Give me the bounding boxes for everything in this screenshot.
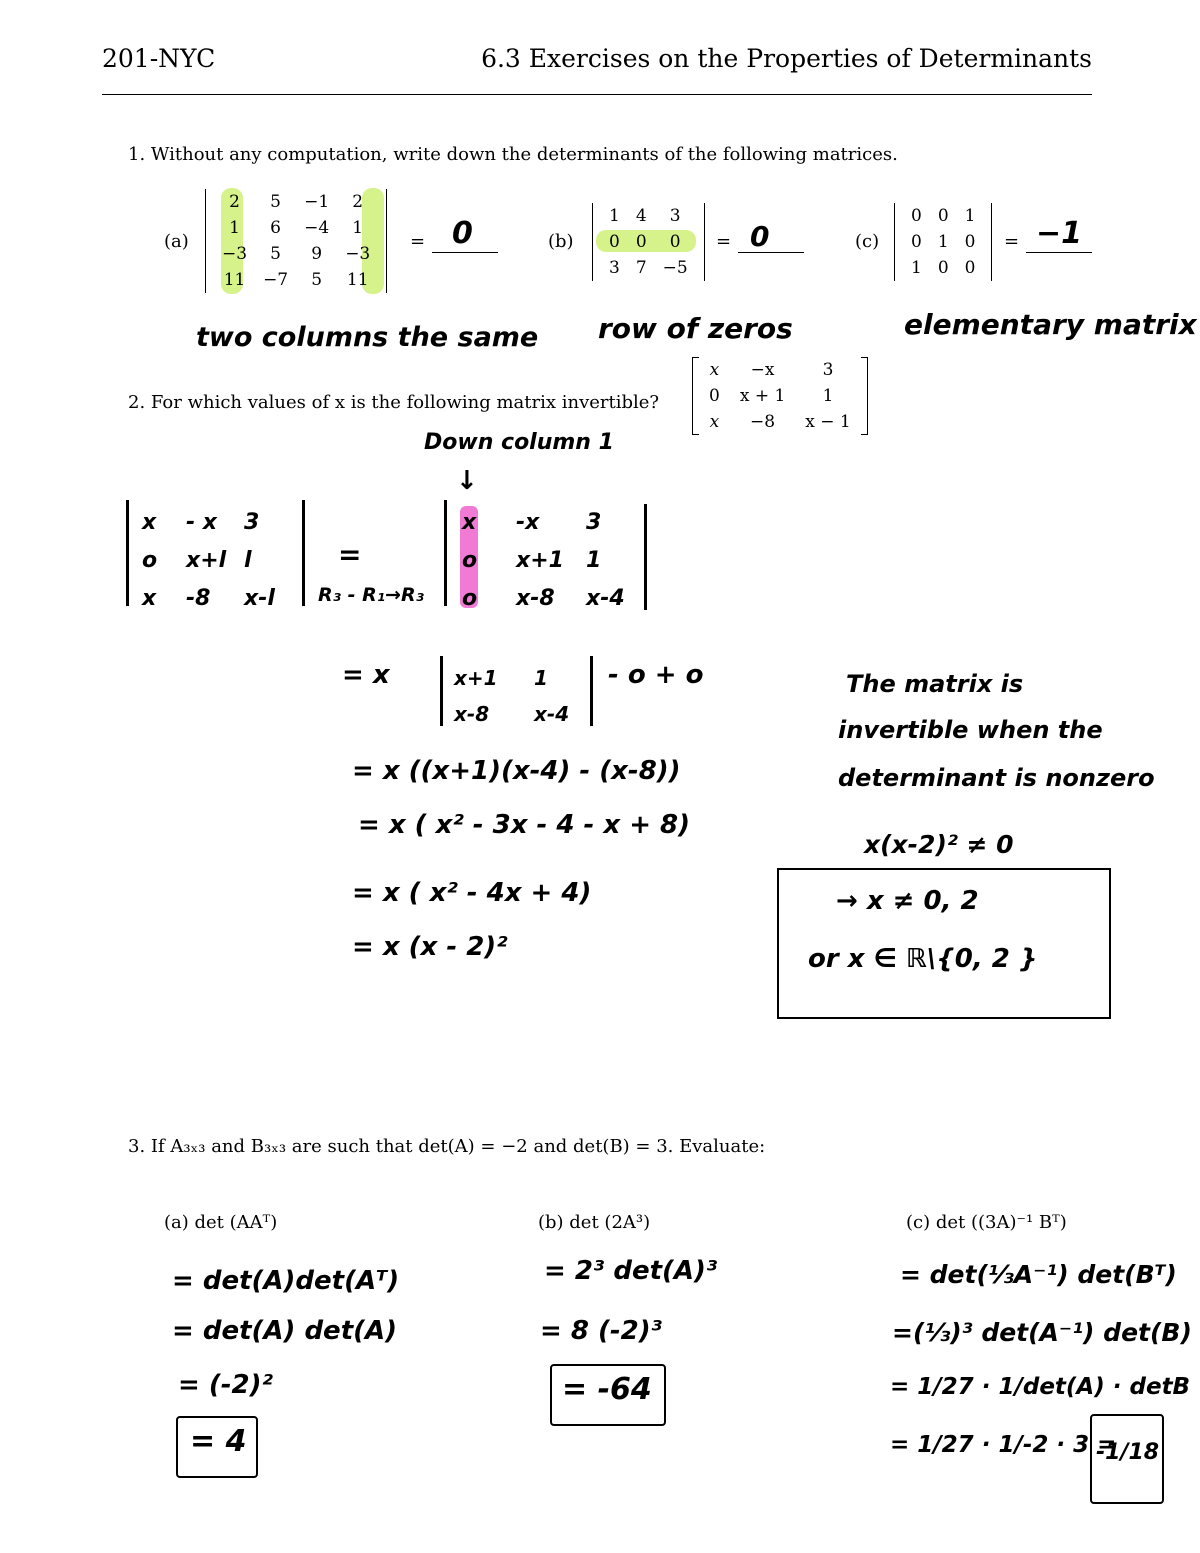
q1b-matrix: 1 4 3 0 0 0 3 7 −5 [592, 203, 705, 281]
q1c-equals: = [1004, 231, 1020, 252]
work-line-3: = x ( x² - 4x + 4) [352, 878, 592, 908]
minor-left-bar [440, 656, 443, 726]
work-line-1: = x ((x+1)(x-4) - (x-8)) [352, 756, 681, 786]
det2-left-bar [444, 500, 447, 606]
row-operation: R₃ - R₁→R₃ [318, 584, 424, 606]
q3b-answer: = -64 [562, 1372, 652, 1407]
q1c-matrix: 0 0 1 0 1 0 1 0 0 [894, 203, 992, 281]
nonzero-condition: x(x-2)² ≠ 0 [864, 830, 1014, 859]
q3a-line-3: = (-2)² [178, 1370, 273, 1400]
note-line-3: determinant is nonzero [838, 764, 1155, 792]
answer-box-line-1: → x ≠ 0, 2 [836, 886, 979, 916]
q3b-line-1: = 2³ det(A)³ [544, 1256, 718, 1286]
q3-number: 3. [128, 1136, 146, 1157]
q2-prompt [128, 392, 659, 413]
q2-number: 2. [128, 392, 146, 413]
det-left-bar [126, 500, 129, 606]
note-line-1: The matrix is [846, 670, 1024, 698]
q1-number: 1. [128, 144, 146, 165]
section-title: 6.3 Exercises on the Properties of Determinants [481, 44, 1092, 73]
header-rule [102, 94, 1092, 95]
q3a-line-1: = det(A)det(Aᵀ) [172, 1266, 400, 1296]
q3c-line-4: = 1/27 · 1/-2 · 3 = [890, 1432, 1117, 1458]
q1c-answer-line [1026, 252, 1092, 253]
q1-prompt-text: Without any computation, write down the determinants of the following matrices. [150, 144, 898, 165]
q1b-note: row of zeros [598, 312, 793, 345]
q3a-answer: = 4 [190, 1424, 247, 1459]
det-right-bar [302, 500, 305, 606]
q3b-line-2: = 8 (-2)³ [540, 1316, 663, 1346]
q1b-answer: 0 [750, 220, 770, 253]
q1a-note: two columns the same [196, 322, 539, 353]
q3c-answer: -1/18 [1096, 1440, 1160, 1465]
q3a-label: (a) det (AAᵀ) [164, 1212, 278, 1233]
q3-prompt [128, 1136, 765, 1157]
note-line-2: invertible when the [838, 716, 1103, 744]
course-code: 201-NYC [102, 44, 216, 73]
q3c-line-1: = det(⅓A⁻¹) det(Bᵀ) [900, 1260, 1177, 1289]
q1b-equals: = [716, 231, 732, 252]
q2-prompt-text: For which values of x is the following matrix invertible? [150, 392, 660, 413]
expansion-suffix: - o + o [608, 660, 704, 690]
q1a-label: (a) [164, 231, 189, 252]
q3c-line-3: = 1/27 · 1/det(A) · detB [890, 1374, 1191, 1400]
minor-right-bar [590, 656, 593, 726]
q3c-line-2: =(⅓)³ det(A⁻¹) det(B) [892, 1318, 1192, 1347]
down-column-label: Down column 1 [424, 430, 614, 455]
q1c-label: (c) [855, 231, 880, 252]
q3c-label: (c) det ((3A)⁻¹ Bᵀ) [906, 1212, 1067, 1233]
answer-box-line-2: or x ∈ ℝ\{0, 2 } [808, 944, 1038, 974]
q1a-answer: 0 [452, 216, 473, 251]
q1c-note: elementary matrix [904, 308, 1197, 341]
q1b-label: (b) [548, 231, 574, 252]
q2-matrix: x −x 3 0 x + 1 1 x −8 x − 1 [692, 357, 868, 435]
q2-equals: = [338, 538, 362, 571]
q1-prompt [128, 144, 898, 165]
q1a-answer-line [432, 252, 498, 253]
work-line-2: = x ( x² - 3x - 4 - x + 8) [358, 810, 691, 840]
q1b-answer-line [738, 252, 804, 253]
q2-left-det: x - x 3 o x+l l x -8 x-l [142, 510, 275, 611]
expansion-minor: x+1 1 x-8 x-4 [454, 666, 570, 726]
q3b-label: (b) det (2A³) [538, 1212, 651, 1233]
expansion-prefix: = x [342, 660, 390, 690]
q1a-equals: = [410, 231, 426, 252]
q3-prompt-text: If A₃ₓ₃ and B₃ₓ₃ are such that det(A) = −2 and det(B) = 3. Evaluate: [150, 1136, 766, 1157]
work-line-4: = x (x - 2)² [352, 932, 508, 962]
q1a-matrix: 2 5 −1 2 1 6 −4 1 −3 5 9 −3 11 −7 5 11 [205, 189, 387, 293]
q2-right-det: x -x 3 o x+1 1 o x-8 x-4 [462, 510, 625, 611]
down-arrow-icon: ↓ [456, 466, 478, 496]
q3a-line-2: = det(A) det(A) [172, 1316, 398, 1346]
det2-right-bar [644, 504, 647, 610]
q1c-answer: −1 [1036, 216, 1083, 251]
